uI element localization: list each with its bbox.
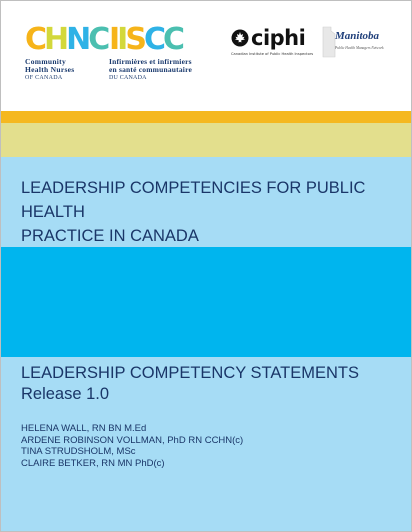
document-subtitle [21,363,401,405]
ciphi-name: ciphi [251,26,306,50]
ciphi-wordmark [231,27,321,49]
chnc-logo [25,22,108,82]
subtitle-line: LEADERSHIP COMPETENCY STATEMENTS [21,364,360,382]
iiscc-letter: I [117,22,126,57]
title-line: LEADERSHIP COMPETENCIES FOR PUBLIC HEALTH [21,179,366,221]
iiscc-wordmark [109,22,219,57]
chnc-letter: N [66,22,89,57]
iiscc-full-name [109,58,219,82]
iiscc-line: en santé communautaire [109,65,193,74]
manitoba-tagline: Public Health Managers Network [335,46,384,50]
author-name: CLAIRE BETKER, RN MN PhD(c) [21,457,165,469]
logo-header [1,1,411,111]
manitoba-name: Manitoba [335,30,380,42]
release-label: Release 1.0 [21,385,110,403]
iiscc-letter: S [125,22,144,57]
olive-band [1,123,411,157]
chnc-line: Health Nurses [25,65,75,74]
maple-leaf-icon [231,29,249,47]
chnc-letter: C [88,22,108,57]
iiscc-letter: I [109,22,118,57]
ciphi-tagline: Canadian Institute of Public Health Inspectors [231,52,314,56]
chnc-full-name [25,58,103,82]
iiscc-letter: C [162,22,183,57]
author-name: TINA STRUDSHOLM, MSc [21,446,136,458]
iiscc-letter: C [143,22,163,57]
document-title [21,176,401,248]
chnc-wordmark [25,22,108,57]
author-name: HELENA WALL, RN BN M.Ed [21,423,147,434]
chnc-letter: H [44,22,67,57]
ciphi-logo [231,27,321,56]
chnc-letter: C [25,22,45,57]
orange-band [1,111,411,123]
iiscc-logo [109,22,219,82]
iiscc-line: Infirmières et infirmiers [109,57,192,66]
blue-band [1,247,411,357]
chnc-line: Community [25,57,67,66]
author-list [21,423,401,469]
manitoba-logo [321,25,395,59]
iiscc-line: DU CANADA [109,75,147,81]
title-line: PRACTICE IN CANADA [21,227,199,245]
chnc-line: OF CANADA [25,75,63,81]
author-name: ARDENE ROBINSON VOLLMAN, PhD RN CCHN(c) [21,434,244,446]
